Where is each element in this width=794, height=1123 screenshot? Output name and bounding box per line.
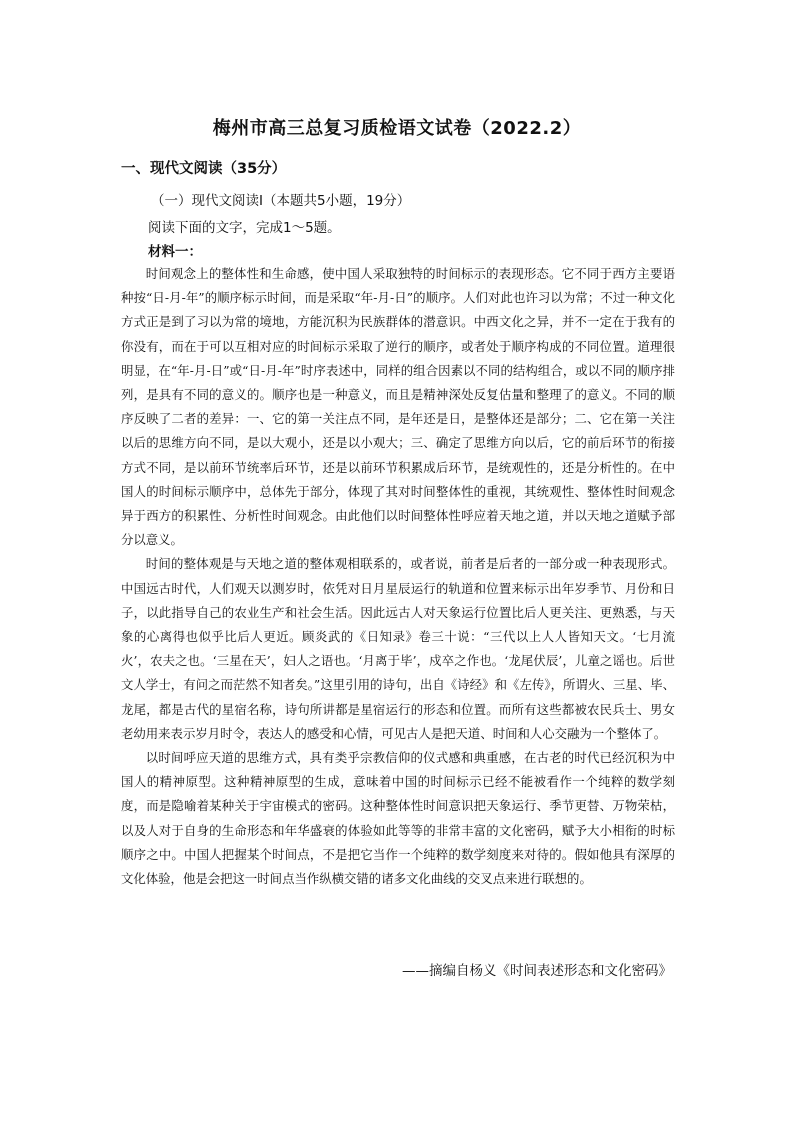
reading-instruction: 阅读下面的文字，完成1～5题。 <box>148 220 341 236</box>
section-heading: 一、现代文阅读（35分） <box>121 161 287 177</box>
page-title: 梅州市高三总复习质检语文试卷（2022.2） <box>212 118 582 139</box>
material-body <box>121 262 675 891</box>
subsection-heading: （一）现代文阅读Ⅰ（本题共5小题，19分） <box>151 193 411 209</box>
source-citation: ——摘编自杨义《时间表述形态和文化密码》 <box>402 963 672 979</box>
paragraph-2: 时间的整体观是与天地之道的整体观相联系的，或者说，前者是后者的一部分或一种表现形式。中国远古时代，人们观天以测岁时，依凭对日月星辰运行的轨道和位置来标示出年岁季节、月份和日子，以此指导自己的农业生产和社会生活。因此远古人对天象运行位置比后人更关注、更熟悉，与天象的心离得也似乎比后人更近。顾炎武的《日知录》卷三十说：“三代以上人人皆知天文。‘七月流火’，农夫之也。‘三星在天’，妇人之语也。‘月离于毕’，戍卒之作也。‘龙尾伏辰’，儿童之谣也。后世文人学士，有问之而茫然不知者矣。”这里引用的诗句，出自《诗经》和《左传》，所谓火、三星、毕、龙尾，都是古代的星宿名称，诗句所讲都是星宿运行的形态和位置。而所有这些都被农民兵士、男女老幼用来表示岁月时令，表达人的感受和心情，可见古人是把天道、时间和人心交融为一个整体了。 <box>121 556 675 741</box>
paragraph-3: 以时间呼应天道的思维方式，具有类乎宗教信仰的仪式感和典重感，在古老的时代已经沉积为中国人的精神原型。这种精神原型的生成，意味着中国的时间标示已经不能被看作一个纯粹的数学刻度，而是隐喻着某种关于宇宙模式的密码。这种整体性时间意识把天象运行、季节更替、万物荣枯，以及人对于自身的生命形态和年华盛衰的体验如此等等的非常丰富的文化密码，赋予大小相衔的时标顺序之中。中国人把握某个时间点，不是把它当作一个纯粹的数学刻度来对待的。假如他具有深厚的文化体验，他是会把这一时间点当作纵横交错的诸多文化曲线的交叉点来进行联想的。 <box>121 750 675 887</box>
paragraph-1: 时间观念上的整体性和生命感，使中国人采取独特的时间标示的表现形态。它不同于西方主要语种按“日-月-年”的顺序标示时间，而是采取“年-月-日”的顺序。人们对此也许习以为常；不过一种文化方式正是到了习以为常的境地，方能沉积为民族群体的潜意识。中西文化之异，并不一定在于我有的你没有，而在于可以互相对应的时间标示采取了逆行的顺序，或者处于顺序构成的不同位置。道理很明显，在“年-月-日”或“日-月-年”时序表述中，同样的组合因素以不同的结构组合，或以不同的顺序排列，是具有不同的意义的。顺序也是一种意义，而且是精神深处反复估量和整理了的意义。不同的顺序反映了二者的差异：一、它的第一关注点不同，是年还是日，是整体还是部分；二、它在第一关注以后的思维方向不同，是以大观小，还是以小观大；三、确定了思维方向以后，它的前后环节的衔接方式不同，是以前环节统率后环节，还是以前环节积累成后环节，是统观性的，还是分析性的。在中国人的时间标示顺序中，总体先于部分，体现了其对时间整体性的重视，其统观性、整体性时间观念异于西方的积累性、分析性时间观念。由此他们以时间整体性呼应着天地之道，并以天地之道赋予部分以意义。 <box>121 266 675 548</box>
material-label: 材料一： <box>148 244 202 260</box>
